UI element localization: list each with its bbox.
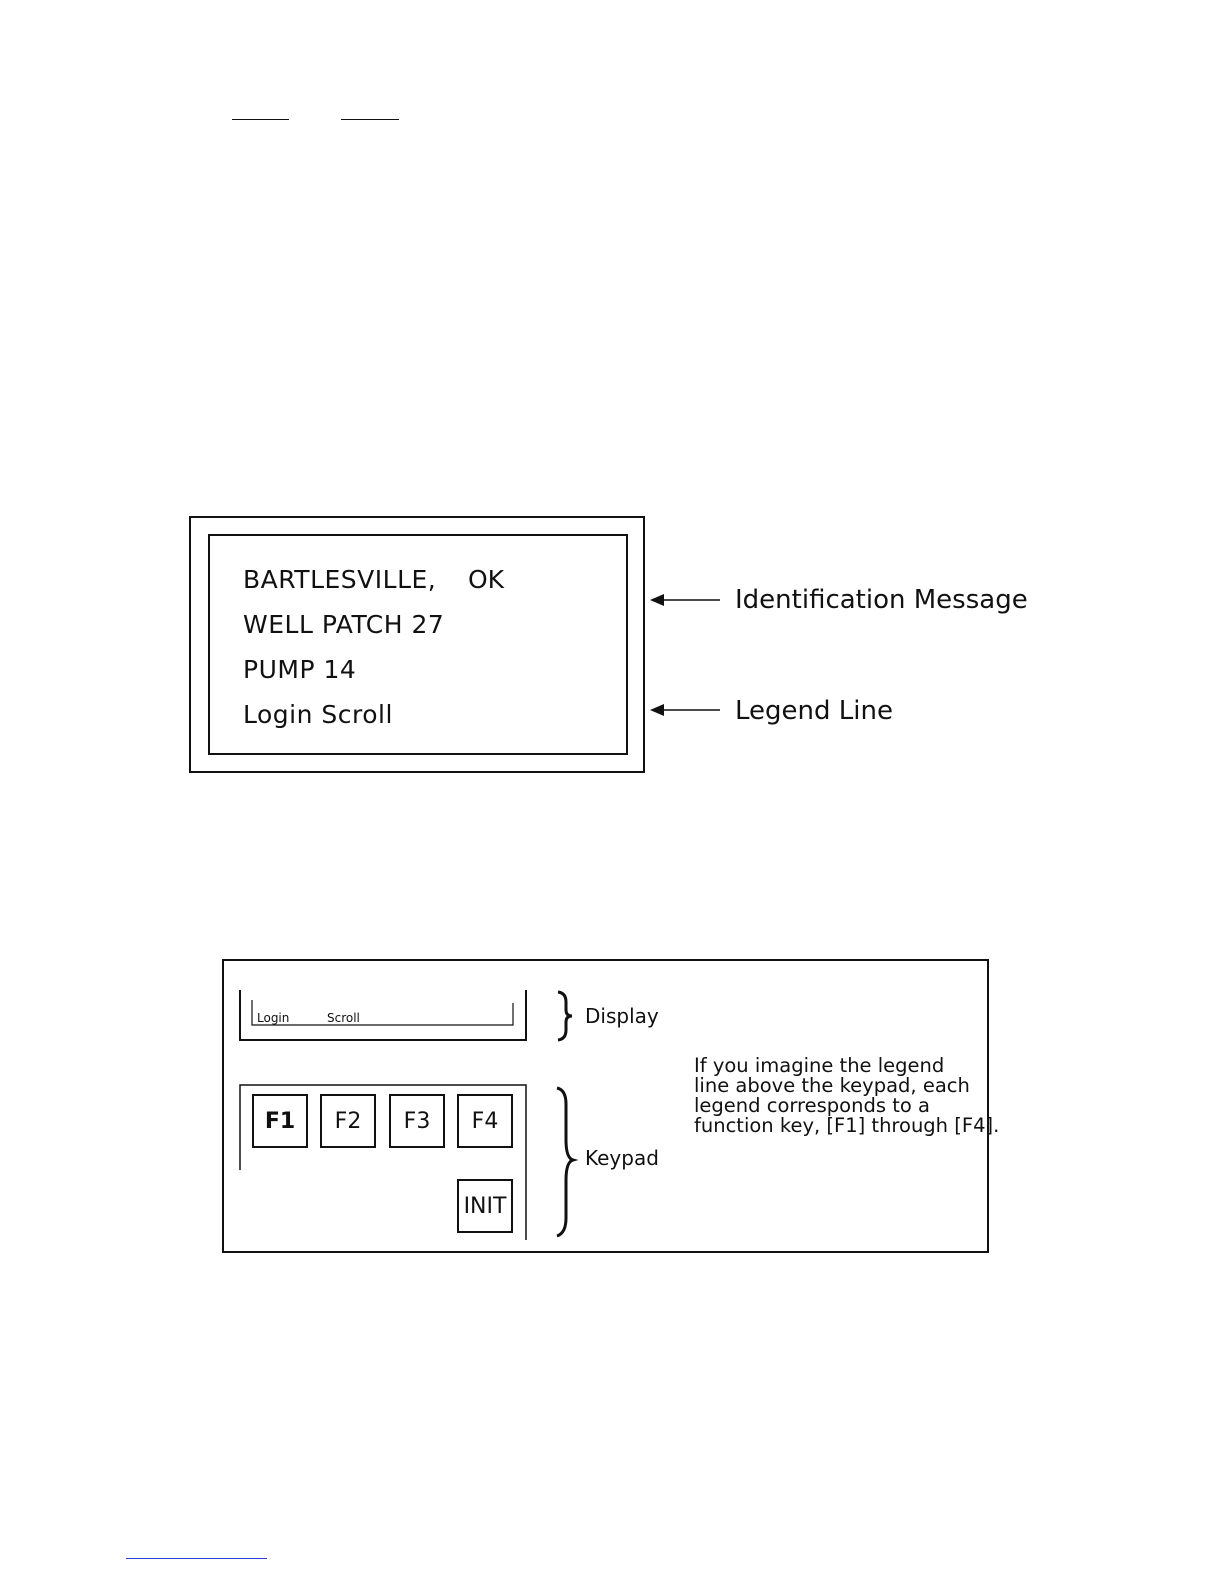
note-line: function key, [F1] through [F4]. <box>694 1114 1000 1137</box>
footer-rule <box>126 1558 267 1559</box>
f2-key[interactable]: F2 <box>320 1094 376 1148</box>
keypad-brace-icon <box>557 1088 573 1236</box>
display-label: Display <box>585 1004 659 1028</box>
keypad-note <box>694 1054 1000 1137</box>
f3-key[interactable]: F3 <box>389 1094 445 1148</box>
note-line: legend corresponds to a <box>694 1094 930 1117</box>
screen-line-4-legend: Login Scroll <box>243 700 393 729</box>
screen-line-2: WELL PATCH 27 <box>243 610 445 639</box>
init-key[interactable]: INIT <box>457 1179 513 1233</box>
screen-line-1-ok: OK <box>468 565 505 594</box>
mini-legend-scroll: Scroll <box>327 1011 360 1025</box>
screen-line-1: BARTLESVILLE, <box>243 565 437 594</box>
display-brace-icon <box>558 992 572 1040</box>
mini-legend-login: Login <box>257 1011 290 1025</box>
screen-line-3: PUMP 14 <box>243 655 357 684</box>
f4-key[interactable]: F4 <box>457 1094 513 1148</box>
note-line: If you imagine the legend <box>694 1054 945 1077</box>
f1-key[interactable]: F1 <box>252 1094 308 1148</box>
keypad-label: Keypad <box>585 1146 659 1170</box>
identification-message-label: Identification Message <box>735 585 1028 615</box>
legend-line-label: Legend Line <box>735 696 893 726</box>
note-line: line above the keypad, each <box>694 1074 970 1097</box>
